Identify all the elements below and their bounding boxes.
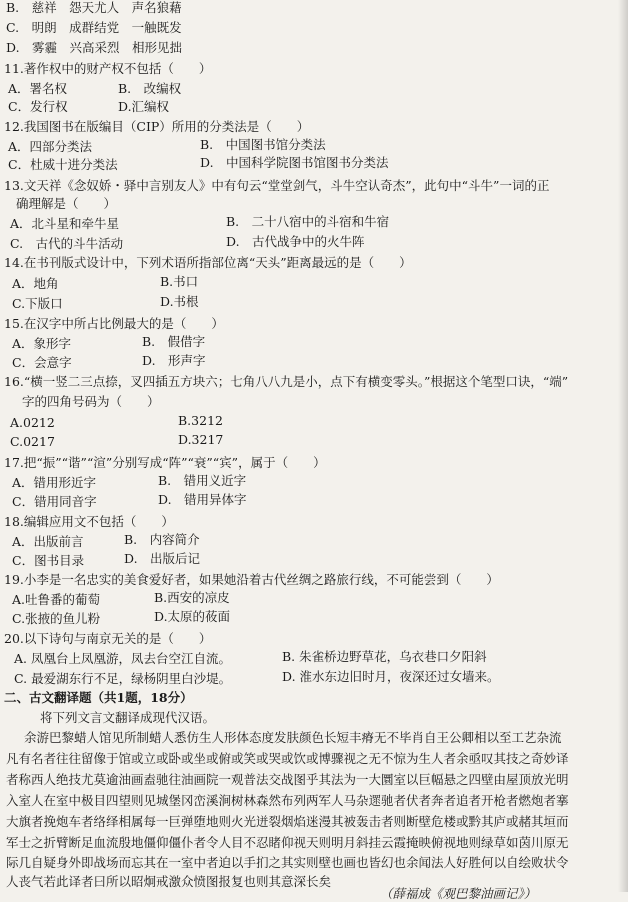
q10-option-d: D. 雾霾 兴高采烈 相形见拙: [6, 40, 183, 55]
q18-option-c: C．图书目录: [12, 553, 85, 568]
q12-option-b: B. 中国图书馆分类法: [200, 137, 326, 152]
passage-line-6: 军士之折臂断足血流殷地僵仰僵仆者令人目不忍睹仰视天则明月斜挂云霞掩映俯视地则绿草如茵川原无: [6, 835, 569, 850]
q13-stem: 13.文天祥《念奴娇・驿中言别友人》中有句云“堂堂剑气，斗牛空认奇杰”，此句中“斗牛”一词的正: [4, 178, 550, 193]
q12-option-a: A．四部分类法: [8, 139, 93, 154]
q15-stem: 15.在汉字中所占比例最大的是（ ）: [4, 316, 224, 331]
q11-option-b: B. 改编权: [118, 81, 182, 96]
q18-option-d: D. 出版后记: [124, 551, 201, 566]
q17-option-b: B. 错用义近字: [158, 473, 247, 488]
q14-option-b: B.书口: [160, 274, 199, 289]
q16-option-c: C.0217: [10, 434, 55, 449]
q20-option-a: A. 凤凰台上凤凰游，凤去台空江自流。: [14, 651, 231, 666]
q16-stem-continued: 字的四角号码为（ ）: [22, 394, 160, 409]
passage-line-7: 际几自疑身外即战场而忘其在一室中者迫以手扪之其实则壁也画也皆幻也余闻法人好胜何以自绘败状令: [6, 855, 569, 870]
passage-line-2: 凡有名者往往留像于馆或立或卧或坐或俯或笑或哭或饮或博骤视之无不惊为生人者余亟叹其技之奇妙译: [6, 751, 569, 766]
q18-option-a: A．出版前言: [12, 534, 84, 549]
q11-stem: 11.著作权中的财产权不包括（ ）: [4, 61, 212, 76]
q17-option-a: A．错用形近字: [12, 475, 97, 490]
q19-stem: 19.小李是一名忠实的美食爱好者，如果她沿着古代丝绸之路旅行线，不可能尝到（ ）: [4, 572, 499, 587]
q10-option-c: C. 明朗 成群结党 一触既发: [6, 20, 182, 35]
q14-stem: 14.在书刊版式设计中，下列术语所指部位离“天头”距离最远的是（ ）: [4, 255, 412, 270]
q14-option-c: C.下版口: [12, 296, 63, 311]
q10-option-b: B. 慈祥 怨天尤人 声名狼藉: [6, 0, 182, 15]
q11-option-d: D.汇编权: [118, 99, 170, 114]
q17-option-d: D. 错用异体字: [158, 492, 247, 507]
passage-line-1: 余游巴黎蜡人馆见所制蜡人悉仿生人形体态度发肤颜色长短丰瘠无不毕肖自王公卿相以至工艺杂流: [24, 730, 562, 745]
q17-option-c: C．错用同音字: [12, 494, 97, 509]
passage-line-4: 入室人在室中极目四望则见城堡冈峦溪涧树林森然布列两军人马杂遝驰者伏者奔者追者开枪者燃炮者搴: [6, 793, 569, 808]
page-edge-shadow: [618, 0, 628, 892]
q19-option-a: A.吐鲁番的葡萄: [12, 592, 101, 607]
q20-option-c: C. 最爱湖东行不足，绿杨阴里白沙堤。: [14, 671, 232, 686]
q14-option-d: D.书根: [160, 294, 199, 309]
q15-option-d: D. 形声字: [142, 353, 206, 368]
q12-stem: 12.我国图书在版编目（CIP）所用的分类法是（ ）: [4, 119, 310, 134]
q13-option-c: C. 古代的斗牛活动: [10, 236, 124, 251]
q15-option-c: C．会意字: [12, 355, 72, 370]
q12-option-c: C．杜威十进分类法: [8, 157, 118, 172]
q19-option-d: D.太原的莜面: [154, 609, 231, 624]
q15-option-a: A．象形字: [12, 336, 72, 351]
q20-option-b: B. 朱雀桥边野草花，乌衣巷口夕阳斜: [282, 649, 487, 664]
q16-option-d: D.3217: [178, 432, 224, 447]
q14-option-a: A．地角: [12, 276, 59, 291]
q18-option-b: B. 内容简介: [124, 532, 200, 547]
q13-option-b: B. 二十八宿中的斗宿和牛宿: [226, 214, 390, 229]
section2-instruction: 将下列文言文翻译成现代汉语。: [40, 710, 216, 725]
q11-option-c: C．发行权: [8, 99, 68, 114]
q13-stem-continued: 确理解是（ ）: [16, 196, 117, 211]
q17-stem: 17.把“振”“谐”“渲”分别写成“阵”“衰”“宾”，属于（ ）: [4, 455, 326, 470]
q20-stem: 20.以下诗句与南京无关的是（ ）: [4, 631, 212, 646]
section2-heading: 二、古文翻译题（共1题，18分）: [4, 690, 193, 705]
q13-option-a: A．北斗星和牵牛星: [10, 216, 120, 231]
q11-option-a: A．署名权: [8, 81, 68, 96]
q16-stem: 16.“横一竖二三点捺，叉四插五方块六；七角八八九是小，点下有横变零头。”根据这个笔型口诀，“端”: [4, 374, 569, 389]
passage-line-8: 人丧气若此译者曰所以昭炯戒激众愤图报复也则其意深长矣: [6, 874, 332, 889]
q19-option-b: B.西安的凉皮: [154, 590, 230, 605]
q18-stem: 18.编辑应用文不包括（ ）: [4, 514, 174, 529]
q16-option-a: A.0212: [10, 415, 55, 430]
q12-option-d: D. 中国科学院图书馆图书分类法: [200, 155, 389, 170]
q15-option-b: B. 假借字: [142, 334, 206, 349]
q19-option-c: C.张掖的鱼儿粉: [12, 611, 101, 626]
q16-option-b: B.3212: [178, 413, 223, 428]
passage-line-3: 者称西人绝技尤莫逾油画盍驰往油画院一观普法交战图乎其法为一大圜室以巨幅悬之四壁由屋顶放光明: [6, 772, 569, 787]
q20-option-d: D. 淮水东边旧时月，夜深还过女墙来。: [282, 669, 500, 684]
passage-source: （薛福成《观巴黎油画记》）: [380, 886, 537, 901]
passage-line-5: 大旗者挽炮车者络绎相属每一巨弹堕地则火光迸裂烟焰迷漫其被轰击者则断壁危楼或黔其庐或赭其垣而: [6, 814, 569, 829]
q13-option-d: D. 古代战争中的火牛阵: [226, 234, 365, 249]
